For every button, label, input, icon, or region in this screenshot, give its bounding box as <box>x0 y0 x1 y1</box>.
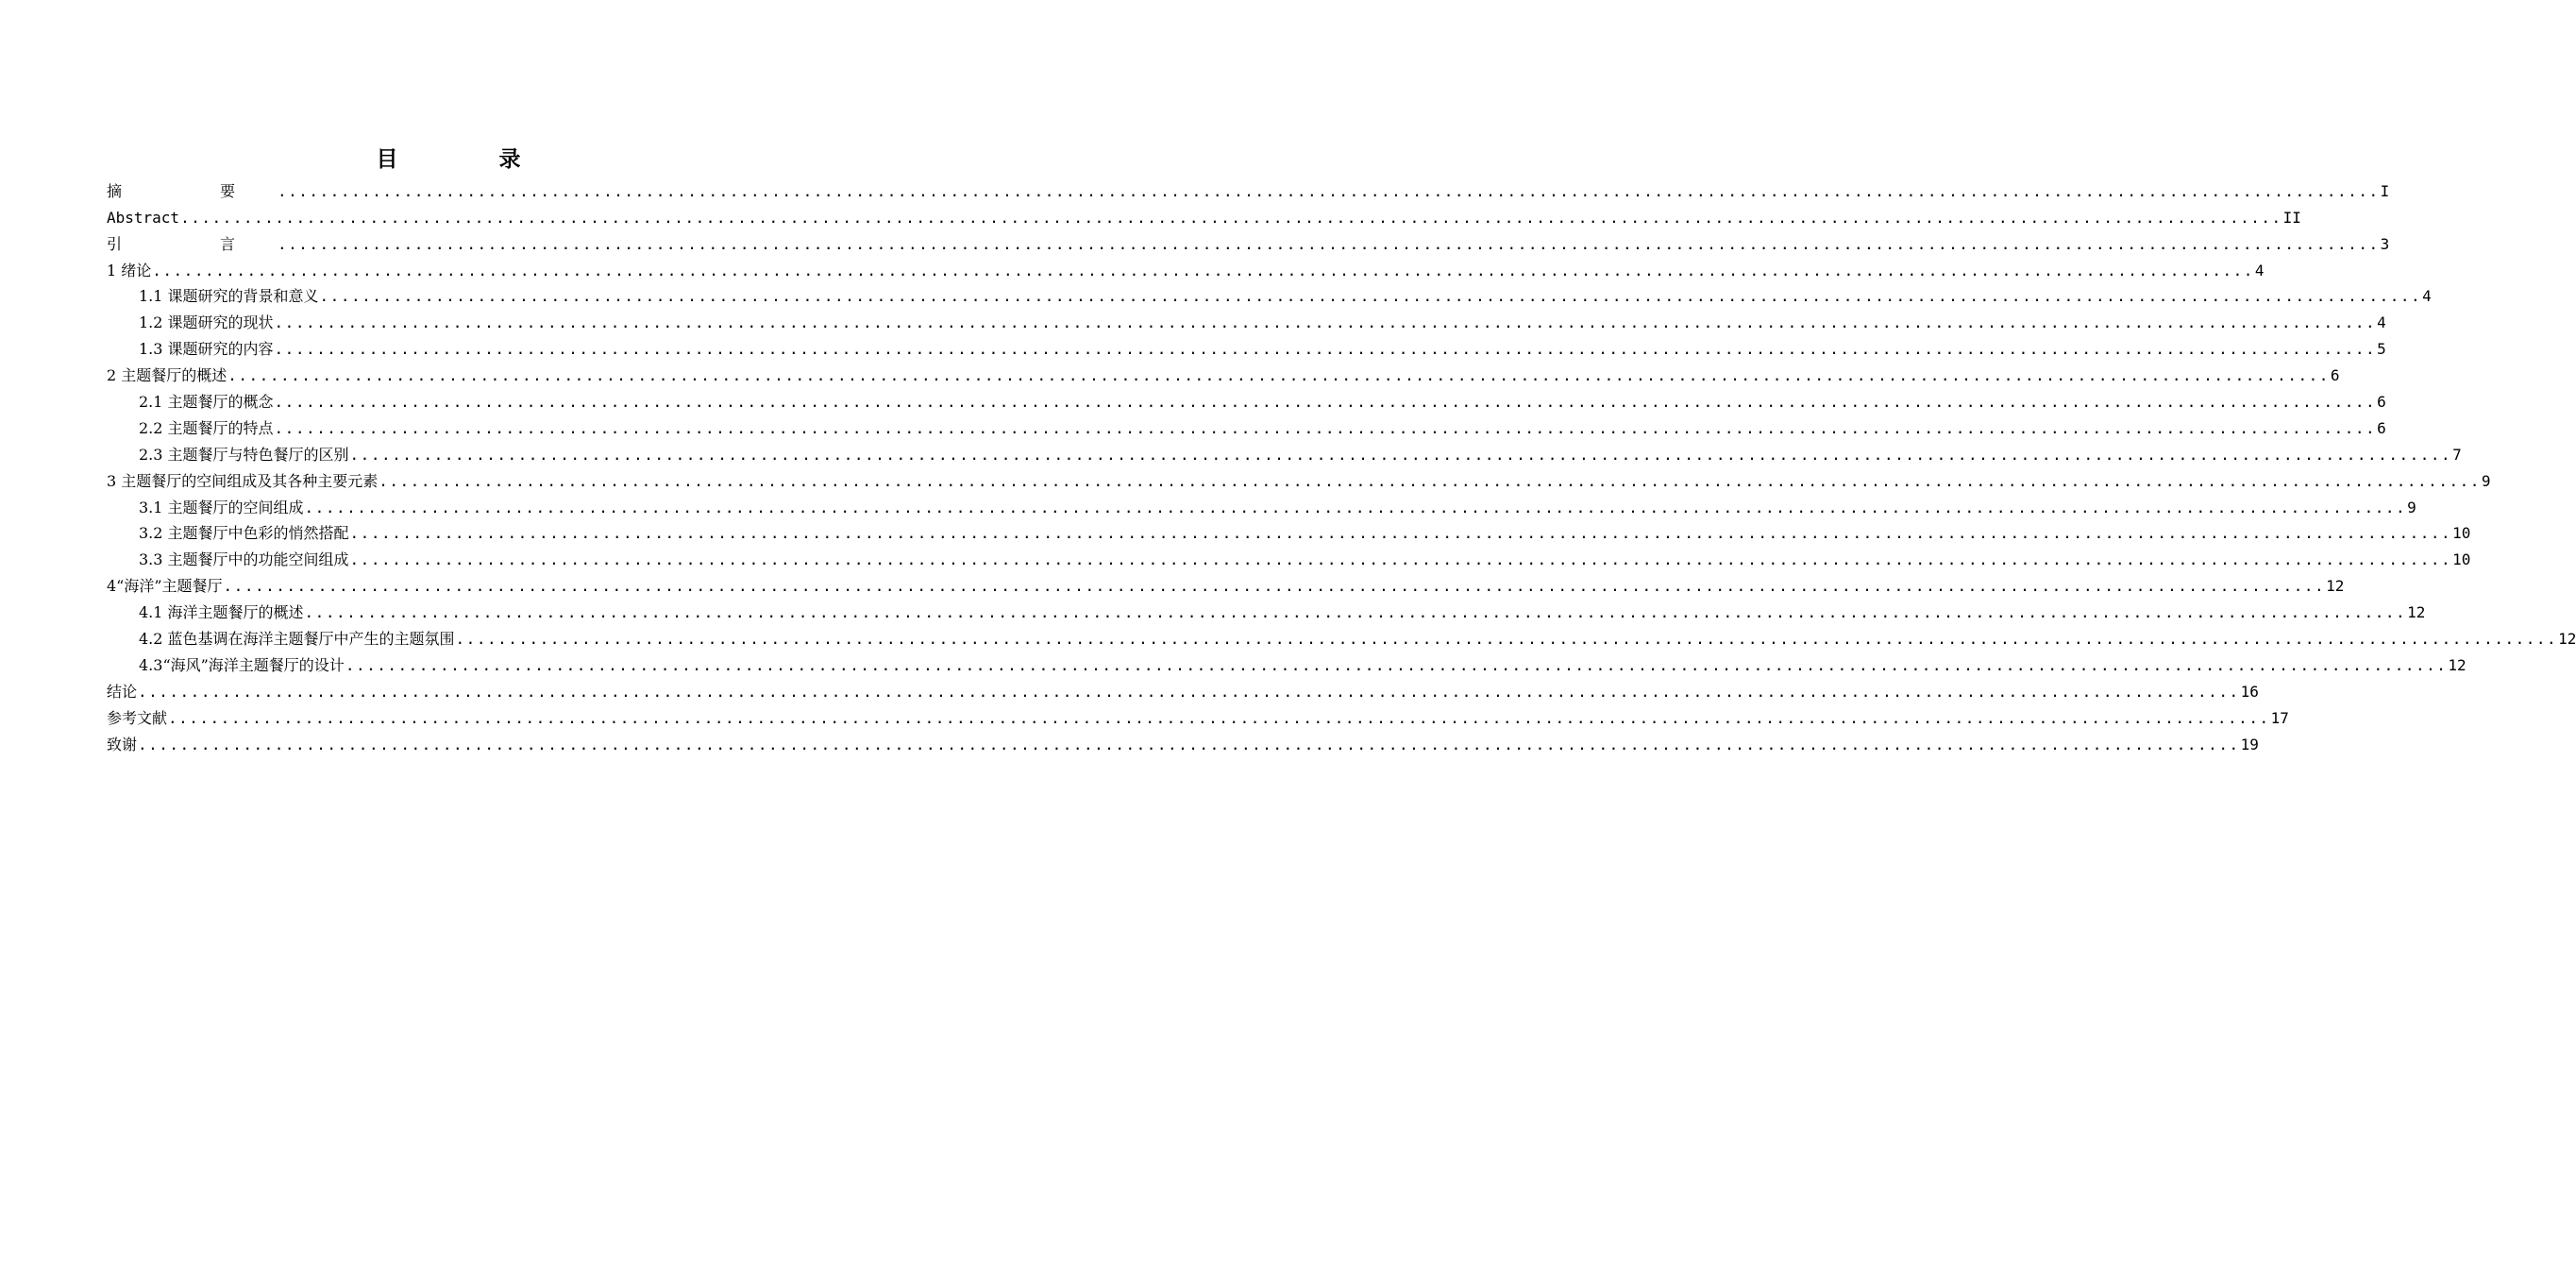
toc-entry-page: 10 <box>2452 550 2471 569</box>
toc-dot-leader: ........................................................................................................................................................................................................ <box>274 340 2377 359</box>
toc-entry-page: 6 <box>2377 393 2386 412</box>
toc-entry-page: 19 <box>2240 735 2259 753</box>
toc-entry-label: 3.3 主题餐厅中的功能空间组成 <box>139 550 349 569</box>
toc-entry-label: 3.1 主题餐厅的空间组成 <box>139 498 304 516</box>
toc-entry-page: 4 <box>2422 287 2432 306</box>
toc-entry-page: 16 <box>2240 682 2259 701</box>
toc-dot-leader: ........................................................................................................................................................................................................ <box>227 366 2330 385</box>
toc-entry[interactable] <box>107 255 2265 281</box>
toc-entry[interactable] <box>107 386 2386 413</box>
toc-entry-label: 1 绪论 <box>107 261 152 279</box>
toc-dot-leader: ........................................................................................................................................................................................................ <box>304 498 2407 516</box>
toc-entry-page: 4 <box>2254 261 2265 279</box>
toc-entry[interactable] <box>107 623 2576 650</box>
toc-entry-page: 12 <box>2407 603 2426 622</box>
toc-entry-label: 1.3 课题研究的内容 <box>139 340 274 359</box>
toc-entry[interactable] <box>107 650 2467 676</box>
toc-entry-label: Abstract <box>107 208 180 227</box>
toc-entry-label: 2.1 主题餐厅的概念 <box>139 393 274 412</box>
toc-entry-page: 10 <box>2452 524 2471 543</box>
toc-entry[interactable] <box>107 307 2386 333</box>
toc-entry[interactable] <box>107 597 2426 623</box>
toc-dot-leader: ........................................................................................................................................................................................................ <box>349 550 2452 569</box>
toc-dot-leader: ........................................................................................................................................................................................................ <box>152 261 2254 279</box>
toc-entry-label: 致谢 <box>107 735 138 753</box>
toc-entry-label: 结论 <box>107 682 138 701</box>
toc-entry-page: 9 <box>2407 498 2416 516</box>
toc-entry-label: 3.2 主题餐厅中色彩的悄然搭配 <box>139 524 349 543</box>
toc-title: 目 录 <box>376 147 561 172</box>
toc-dot-leader: ........................................................................................................................................................................................................ <box>278 234 2380 253</box>
toc-entry-label: 4.2 蓝色基调在海洋主题餐厅中产生的主题氛围 <box>139 630 455 649</box>
toc-dot-leader: ........................................................................................................................................................................................................ <box>168 708 2270 727</box>
toc-dot-leader: ........................................................................................................................................................................................................ <box>349 524 2452 543</box>
toc-entry[interactable] <box>107 702 2289 729</box>
toc-dot-leader: ........................................................................................................................................................................................................ <box>278 181 2380 200</box>
toc-entry[interactable] <box>107 202 2301 228</box>
toc-entry-page: 3 <box>2380 234 2390 253</box>
toc-dot-leader: ........................................................................................................................................................................................................ <box>180 208 2282 227</box>
toc-entry-label: 引 言 <box>107 234 278 253</box>
toc-entry-label: 1.2 课题研究的现状 <box>139 313 274 332</box>
toc-entry[interactable] <box>107 228 2390 255</box>
toc-entry-label: 参考文献 <box>107 708 168 727</box>
toc-dot-leader: ........................................................................................................................................................................................................ <box>274 418 2377 437</box>
toc-entry-label: 2.2 主题餐厅的特点 <box>139 418 274 437</box>
toc-entry[interactable] <box>107 439 2462 465</box>
toc-entry-page: 7 <box>2452 445 2462 464</box>
toc-entry-label: 摘 要 <box>107 181 278 200</box>
toc-dot-leader: ........................................................................................................................................................................................................ <box>455 630 2558 649</box>
toc-dot-leader: ........................................................................................................................................................................................................ <box>379 471 2481 490</box>
toc-dot-leader: ........................................................................................................................................................................................................ <box>138 682 2240 701</box>
toc-entry[interactable] <box>107 570 2345 597</box>
toc-entry-label: 4“海洋”主题餐厅 <box>107 577 223 596</box>
toc-entry-page: 9 <box>2481 471 2491 490</box>
toc-entry-page: 12 <box>2448 655 2467 674</box>
toc-dot-leader: ........................................................................................................................................................................................................ <box>349 445 2452 464</box>
toc-entry[interactable] <box>107 360 2340 386</box>
toc-dot-leader: ........................................................................................................................................................................................................ <box>138 735 2240 753</box>
toc-entry-page: 12 <box>2326 577 2345 596</box>
toc-dot-leader: ........................................................................................................................................................................................................ <box>345 655 2448 674</box>
toc-entry-page: I <box>2380 181 2390 200</box>
toc-entry-page: 6 <box>2377 418 2386 437</box>
toc-entry[interactable] <box>107 492 2416 518</box>
toc-entry-label: 2 主题餐厅的概述 <box>107 366 227 385</box>
toc-entry-label: 4.3“海风”海洋主题餐厅的设计 <box>139 655 345 674</box>
toc-dot-leader: ........................................................................................................................................................................................................ <box>304 603 2407 622</box>
toc-entry[interactable] <box>107 333 2386 360</box>
toc-dot-leader: ........................................................................................................................................................................................................ <box>223 577 2326 596</box>
toc-entry-page: 6 <box>2330 366 2340 385</box>
toc-entry[interactable] <box>107 176 2390 202</box>
toc-dot-leader: ........................................................................................................................................................................................................ <box>274 393 2377 412</box>
table-of-contents <box>107 176 2576 755</box>
toc-entry-page: 17 <box>2270 708 2289 727</box>
toc-entry-label: 2.3 主题餐厅与特色餐厅的区别 <box>139 445 349 464</box>
toc-entry-page: 4 <box>2377 313 2386 332</box>
toc-entry-label: 1.1 课题研究的背景和意义 <box>139 287 319 306</box>
toc-entry[interactable] <box>107 518 2471 545</box>
toc-entry-page: 5 <box>2377 340 2386 359</box>
toc-dot-leader: ........................................................................................................................................................................................................ <box>274 313 2377 332</box>
toc-entry[interactable] <box>107 729 2259 755</box>
toc-entry-page: 12 <box>2558 630 2576 649</box>
toc-entry-label: 4.1 海洋主题餐厅的概述 <box>139 603 304 622</box>
toc-entry[interactable] <box>107 465 2491 492</box>
toc-entry[interactable] <box>107 676 2259 702</box>
toc-entry[interactable] <box>107 281 2432 308</box>
toc-entry-page: II <box>2282 208 2301 227</box>
toc-entry[interactable] <box>107 413 2386 439</box>
toc-entry-label: 3 主题餐厅的空间组成及其各种主要元素 <box>107 471 379 490</box>
toc-dot-leader: ........................................................................................................................................................................................................ <box>319 287 2422 306</box>
toc-entry[interactable] <box>107 544 2471 570</box>
